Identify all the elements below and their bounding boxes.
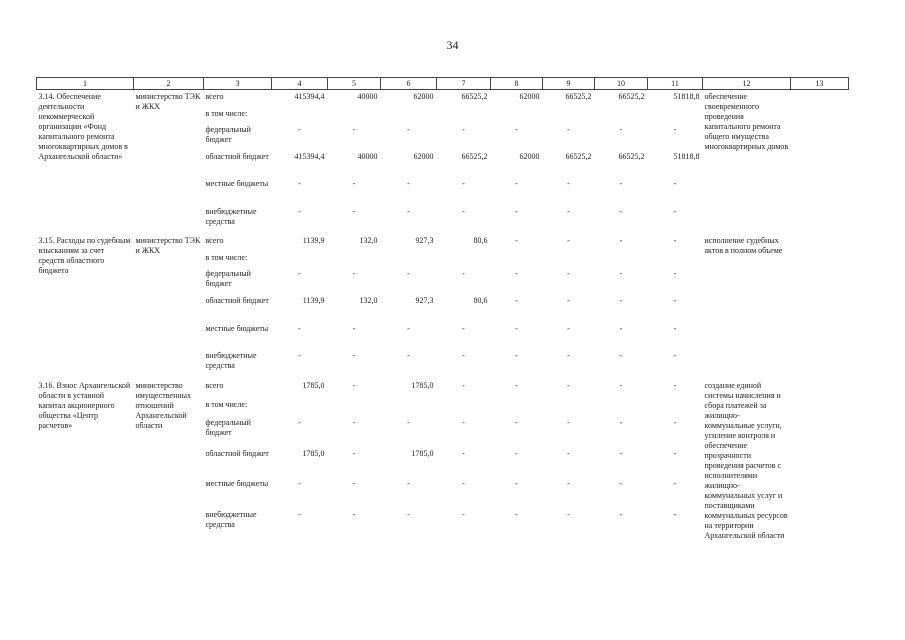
amount-cell: - [298, 351, 301, 361]
funding-source-label: в том числе: [205, 399, 248, 409]
funding-source-label: в том числе: [205, 253, 248, 263]
amount-cell: - [619, 206, 623, 216]
amount-cell: - [619, 351, 623, 361]
amount-cell [272, 400, 328, 418]
funding-source-label: внебюджетные средства [205, 206, 257, 226]
amount-cell: - [462, 448, 465, 458]
funding-source-label: всего [205, 380, 224, 390]
amount-cell: - [352, 479, 356, 489]
amount-cell: - [515, 479, 518, 489]
amount-cell: - [352, 448, 356, 458]
page-number: 34 [446, 38, 459, 52]
amount-cell: - [352, 380, 356, 390]
amount-cell: - [352, 124, 356, 134]
funding-source-label: областной бюджет [205, 448, 269, 458]
amount-cell: 1785,0 [411, 380, 434, 390]
amount-cell: - [407, 509, 410, 519]
amount-cell: - [619, 479, 623, 489]
column-header: 8 [491, 78, 543, 90]
amount-cell: - [567, 206, 570, 216]
column-header: 3 [204, 78, 272, 90]
amount-cell: - [407, 269, 410, 279]
executor: министерство ТЭК и ЖКХ [135, 92, 201, 111]
amount-cell: - [407, 124, 410, 134]
amount-cell: - [619, 323, 623, 333]
funding-source-label: федеральный бюджет [205, 269, 251, 289]
amount-cell: 415394,4 [294, 92, 325, 101]
amount-cell: - [619, 380, 623, 390]
amount-cell: 927,3 [415, 296, 434, 306]
amount-cell: 66525,2 [618, 92, 645, 101]
amount-cell: 62000 [519, 151, 540, 161]
activity-name: 3.16. Взнос Архангельской области в уставной капитал акционерного общества «Центр расчетов» [38, 380, 131, 430]
amount-cell: 1139,9 [302, 236, 325, 246]
amount-cell: - [567, 351, 570, 361]
amount-cell: - [673, 509, 677, 519]
table-row [37, 379, 849, 400]
amount-cell [491, 400, 543, 418]
amount-cell: 415394,4 [294, 151, 325, 161]
amount-cell: - [619, 179, 623, 189]
amount-cell: - [515, 179, 518, 189]
column-header: 10 [595, 78, 648, 90]
amount-cell: - [515, 417, 518, 427]
amount-cell: - [515, 236, 518, 246]
amount-cell: 132,0 [359, 236, 378, 246]
amount-cell: - [462, 417, 465, 427]
amount-cell: - [462, 269, 465, 279]
funding-source-label: областной бюджет [205, 151, 269, 161]
amount-cell: - [619, 296, 623, 306]
amount-cell: - [298, 417, 301, 427]
amount-cell: - [515, 448, 518, 458]
amount-cell [328, 253, 381, 269]
amount-cell: 1139,9 [302, 296, 325, 306]
amount-cell: - [567, 236, 570, 246]
amount-cell: - [352, 351, 356, 361]
amount-cell: 132,0 [359, 296, 378, 306]
amount-cell: - [515, 206, 518, 216]
amount-cell: - [619, 417, 623, 427]
column-13-cell [791, 234, 849, 379]
amount-cell: - [567, 509, 570, 519]
amount-cell: - [515, 380, 518, 390]
amount-cell: - [352, 206, 356, 216]
amount-cell: - [567, 269, 570, 279]
amount-cell: 66525,2 [461, 151, 488, 161]
amount-cell: - [462, 323, 465, 333]
amount-cell: - [407, 351, 410, 361]
column-header: 2 [134, 78, 204, 90]
amount-cell: - [462, 179, 465, 189]
column-header: 5 [328, 78, 381, 90]
amount-cell: - [298, 124, 301, 134]
expected-result: исполнение судебных актов в полном объеме [704, 236, 783, 256]
amount-cell: - [673, 236, 677, 246]
funding-source-label: всего [205, 236, 224, 246]
amount-cell: - [567, 380, 570, 390]
executor: министерство имущественных отношений Архангельской области [135, 380, 192, 430]
amount-cell: - [407, 323, 410, 333]
amount-cell: - [515, 323, 518, 333]
amount-cell: - [673, 179, 677, 189]
amount-cell: - [673, 448, 677, 458]
amount-cell: 62000 [413, 151, 434, 161]
column-header: 7 [437, 78, 491, 90]
amount-cell [648, 400, 703, 418]
amount-cell: 80,6 [473, 236, 488, 246]
amount-cell: - [462, 380, 465, 390]
funding-source-label: федеральный бюджет [205, 124, 251, 144]
amount-cell: 66525,2 [461, 92, 488, 101]
amount-cell: - [673, 206, 677, 216]
amount-cell: - [673, 323, 677, 333]
amount-cell: - [352, 509, 356, 519]
amount-cell [272, 109, 328, 125]
amount-cell: - [352, 179, 356, 189]
column-header: 11 [648, 78, 703, 90]
amount-cell: 66525,2 [565, 151, 592, 161]
amount-cell: - [298, 509, 301, 519]
amount-cell: 66525,2 [618, 151, 645, 161]
amount-cell: - [462, 351, 465, 361]
amount-cell: - [462, 479, 465, 489]
amount-cell: - [298, 206, 301, 216]
amount-cell [595, 253, 648, 269]
amount-cell [595, 109, 648, 125]
amount-cell: - [407, 479, 410, 489]
amount-cell: - [567, 179, 570, 189]
funding-source-label: местные бюджеты [205, 179, 269, 189]
activity-name: 3.15. Расходы по судебным взысканиям за счет средств областного бюджета [38, 236, 131, 276]
amount-cell: 80,6 [473, 296, 488, 306]
amount-cell: 927,3 [415, 236, 434, 246]
amount-cell: - [515, 269, 518, 279]
table-body [37, 90, 849, 541]
amount-cell: - [298, 479, 301, 489]
amount-cell [648, 253, 703, 269]
activity-name: 3.14. Обеспечение деятельности некоммерческой организации «Фонд капитального ремонта многоквартирных домов в Архангельской области» [38, 92, 128, 161]
amount-cell: - [515, 296, 518, 306]
amount-cell [381, 109, 437, 125]
amount-cell: - [619, 236, 623, 246]
amount-cell: - [673, 351, 677, 361]
amount-cell: - [407, 206, 410, 216]
amount-cell: - [673, 296, 677, 306]
amount-cell: - [567, 296, 570, 306]
amount-cell: - [407, 179, 410, 189]
amount-cell: - [298, 179, 301, 189]
amount-cell: 1785,0 [302, 380, 325, 390]
column-header-row [37, 78, 849, 90]
column-header: 1 [37, 78, 134, 90]
amount-cell: - [567, 124, 570, 134]
column-13-cell [791, 379, 849, 541]
amount-cell: 66525,2 [565, 92, 592, 101]
funding-source-label: в том числе: [205, 108, 248, 118]
column-header: 13 [791, 78, 849, 90]
column-header: 12 [703, 78, 791, 90]
funding-source-label: областной бюджет [205, 296, 269, 306]
amount-cell: - [567, 323, 570, 333]
amount-cell: - [352, 269, 356, 279]
amount-cell: - [407, 417, 410, 427]
amount-cell: - [298, 269, 301, 279]
funding-source-label: внебюджетные средства [205, 351, 257, 371]
amount-cell [543, 109, 595, 125]
amount-cell: - [673, 380, 677, 390]
amount-cell: - [462, 124, 465, 134]
amount-cell: - [673, 269, 677, 279]
funding-source-label: местные бюджеты [205, 323, 269, 333]
amount-cell [543, 400, 595, 418]
amount-cell: 62000 [413, 92, 434, 101]
amount-cell: - [567, 479, 570, 489]
amount-cell [328, 400, 381, 418]
expected-result: создание единой системы начисления и сбора платежей за жилищно-коммунальные услуги, усиление контроля и обеспечение прозрачности проведения расчетов с исполнителями жилищно-коммунальных услуг и поставщиками коммунальных ресурсов на территории Архангельской области [704, 380, 788, 540]
table-row [37, 90, 849, 109]
funding-source-label: всего [205, 92, 224, 101]
table-row [37, 234, 849, 253]
amount-cell [437, 253, 491, 269]
amount-cell: - [515, 351, 518, 361]
budget-table [36, 77, 849, 541]
amount-cell: - [673, 124, 677, 134]
amount-cell [491, 253, 543, 269]
amount-cell: - [515, 124, 518, 134]
funding-source-label: внебюджетные средства [205, 509, 257, 529]
amount-cell: - [619, 269, 623, 279]
amount-cell: 51818,8 [673, 92, 700, 101]
amount-cell: 1785,0 [302, 448, 325, 458]
amount-cell: - [515, 509, 518, 519]
amount-cell [491, 109, 543, 125]
amount-cell: - [352, 417, 356, 427]
amount-cell [543, 253, 595, 269]
amount-cell [381, 400, 437, 418]
amount-cell [648, 109, 703, 125]
amount-cell: - [673, 417, 677, 427]
amount-cell: 40000 [357, 151, 378, 161]
amount-cell: - [619, 509, 623, 519]
expected-result: обеспечение своевременного проведения капитального ремонта общего имущества многоквартирных домов [704, 92, 789, 151]
amount-cell: - [462, 206, 465, 216]
column-header: 9 [543, 78, 595, 90]
funding-source-label: федеральный бюджет [205, 417, 251, 437]
amount-cell: 62000 [519, 92, 540, 101]
funding-source-label: местные бюджеты [205, 479, 269, 489]
executor: министерство ТЭК и ЖКХ [135, 236, 201, 256]
amount-cell [381, 253, 437, 269]
amount-cell: - [567, 417, 570, 427]
column-header: 6 [381, 78, 437, 90]
amount-cell: - [352, 323, 356, 333]
amount-cell: - [619, 124, 623, 134]
amount-cell: 1785,0 [411, 448, 434, 458]
amount-cell: - [619, 448, 623, 458]
column-13-cell [791, 90, 849, 235]
amount-cell: 40000 [357, 92, 378, 101]
amount-cell: 51818,8 [673, 151, 700, 161]
amount-cell [272, 253, 328, 269]
amount-cell: - [673, 479, 677, 489]
amount-cell [328, 109, 381, 125]
amount-cell: - [567, 448, 570, 458]
column-header: 4 [272, 78, 328, 90]
amount-cell [437, 109, 491, 125]
amount-cell: - [462, 509, 465, 519]
amount-cell [437, 400, 491, 418]
amount-cell [595, 400, 648, 418]
amount-cell: - [298, 323, 301, 333]
